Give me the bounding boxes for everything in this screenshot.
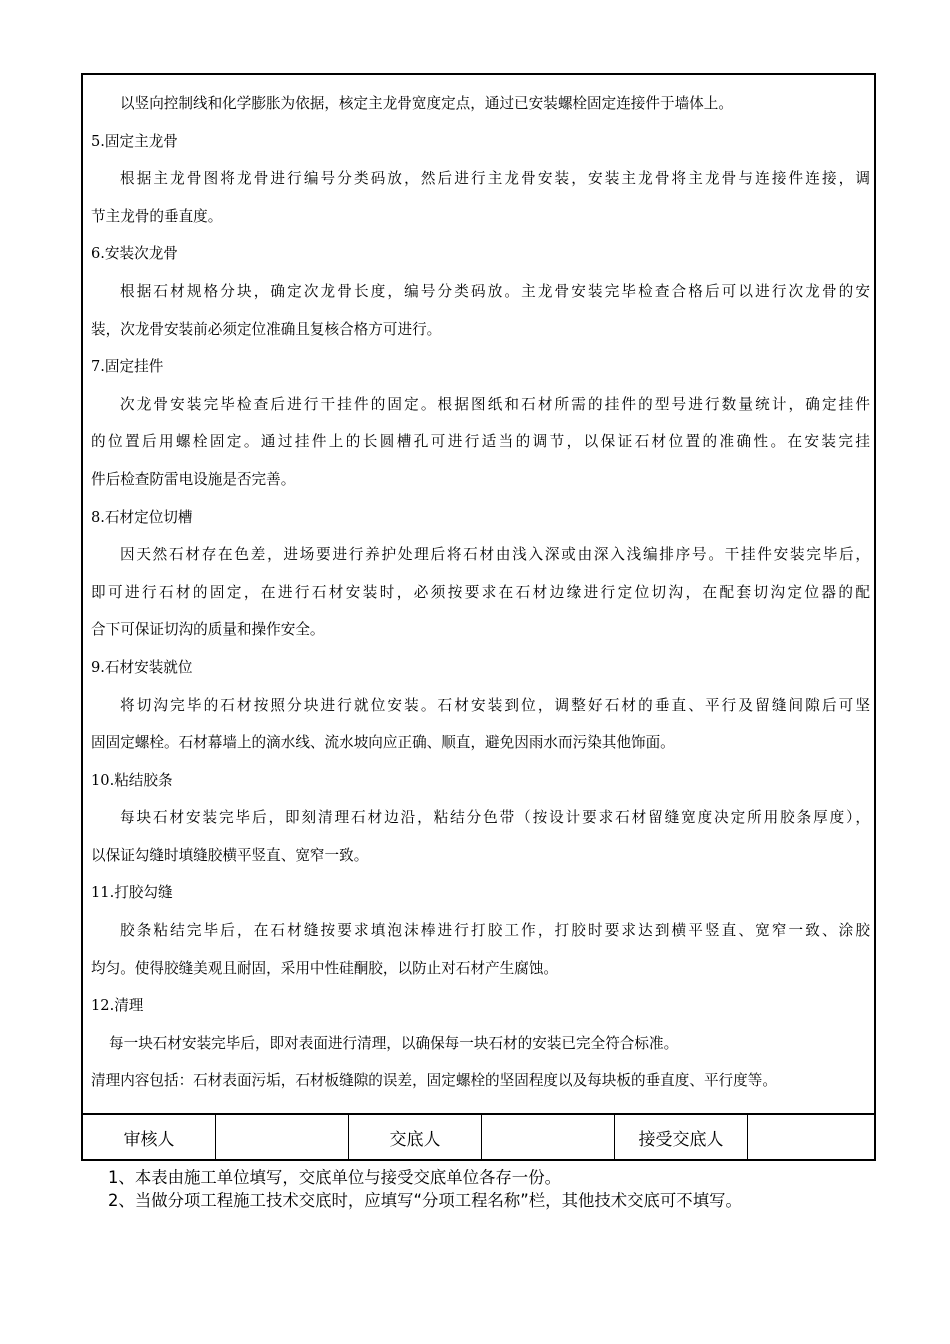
- text-line: 每块石材安装完毕后，即刻清理石材边沿，粘结分色带（按设计要求石材留缝宽度决定所用胶条厚度），: [120, 809, 870, 827]
- text-line: 根据主龙骨图将龙骨进行编号分类码放，然后进行主龙骨安装，安装主龙骨将主龙骨与连接件连接，调: [120, 170, 870, 188]
- text-line: 7.固定挂件: [91, 358, 164, 376]
- text-line: 次龙骨安装完毕检查后进行干挂件的固定。根据图纸和石材所需的挂件的型号进行数量统计，确定挂件: [120, 395, 870, 413]
- text-line: 胶条粘结完毕后，在石材缝按要求填泡沫棒进行打胶工作，打胶时要求达到横平竖直、宽窄一致、涂胶: [120, 922, 870, 940]
- text-line: 将切沟完毕的石材按照分块进行就位安装。石材安装到位，调整好石材的垂直、平行及留缝间隙后可坚: [120, 696, 870, 714]
- text-line: 以竖向控制线和化学膨胀为依据，核定主龙骨宽度定点，通过已安装螺栓固定连接件于墙体上。: [120, 95, 733, 112]
- text-line: 5.固定主龙骨: [91, 132, 178, 150]
- text-line: 根据石材规格分块，确定次龙骨长度，编号分类码放。主龙骨安装完毕检查合格后可以进行次龙骨的安: [120, 282, 870, 300]
- text-line: 均匀。使得胶缝美观且耐固，采用中性硅酮胶，以防止对石材产生腐蚀。: [91, 959, 559, 977]
- text-line: 装，次龙骨安装前必须定位准确且复核合格方可进行。: [91, 320, 442, 338]
- text-line: 的位置后用螺栓固定。通过挂件上的长圆槽孔可进行适当的调节，以保证石材位置的准确性。在安装完挂: [91, 433, 870, 451]
- signature-row: [83, 1113, 874, 1159]
- text-line: 6.安装次龙骨: [91, 245, 178, 263]
- recipient-value[interactable]: [748, 1115, 874, 1159]
- text-line: 即可进行石材的固定，在进行石材安装时，必须按要求在石材边缘进行定位切沟，在配套切沟定位器的配: [91, 583, 870, 601]
- reviewer-label: 审核人: [83, 1115, 216, 1159]
- footnote: 1、本表由施工单位填写，交底单位与接受交底单位各存一份。: [108, 1168, 561, 1187]
- reviewer-value[interactable]: [216, 1115, 349, 1159]
- text-line: 9.石材安装就位: [91, 658, 193, 676]
- footnote: 2、当做分项工程施工技术交底时，应填写“分项工程名称”栏，其他技术交底可不填写。: [108, 1191, 742, 1210]
- recipient-label: 接受交底人: [615, 1115, 748, 1159]
- text-line: 8.石材定位切槽: [91, 508, 193, 526]
- disclosure-form-frame: [81, 73, 876, 1161]
- text-line: 节主龙骨的垂直度。: [91, 207, 223, 225]
- text-line: 固固定螺栓。石材幕墙上的滴水线、流水坡向应正确、顺直，避免因雨水而污染其他饰面。: [91, 734, 675, 752]
- text-line: 每一块石材安装完毕后，即对表面进行清理，以确保每一块石材的安装已完全符合标准。: [109, 1034, 679, 1052]
- discloser-label: 交底人: [349, 1115, 482, 1159]
- text-line: 以保证勾缝时填缝胶横平竖直、宽窄一致。: [91, 846, 369, 864]
- text-line: 12.清理: [91, 997, 144, 1015]
- text-line: 清理内容包括：石材表面污垢，石材板缝隙的误差，固定螺栓的坚固程度以及每块板的垂直度、平行度等。: [91, 1072, 777, 1090]
- text-line: 件后检查防雷电设施是否完善。: [91, 470, 296, 488]
- footnotes: [108, 1166, 908, 1212]
- discloser-value[interactable]: [482, 1115, 615, 1159]
- text-line: 10.粘结胶条: [91, 771, 173, 789]
- disclosure-content: [83, 75, 874, 1113]
- text-line: 合下可保证切沟的质量和操作安全。: [91, 621, 325, 639]
- text-line: 11.打胶勾缝: [91, 884, 173, 902]
- text-line: 因天然石材存在色差，进场要进行养护处理后将石材由浅入深或由深入浅编排序号。干挂件安装完毕后，: [120, 546, 870, 564]
